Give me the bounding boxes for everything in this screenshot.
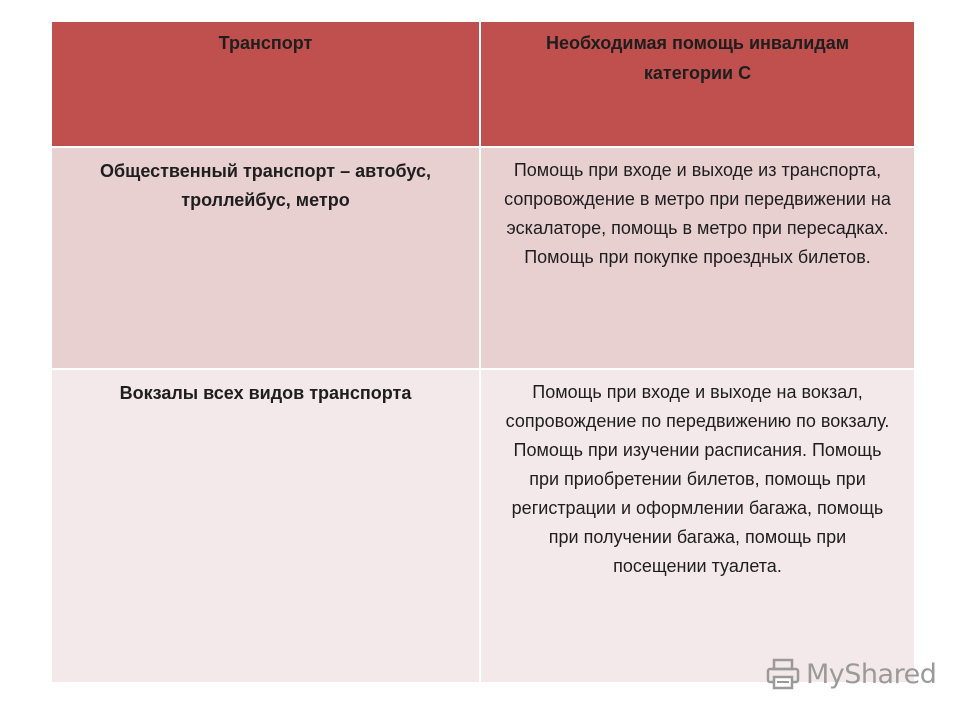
header-transport: Транспорт (52, 22, 479, 146)
row-public-transport-help: Помощь при входе и выходе из транспорта, сопровождение в метро при передвижении на эскалаторе, помощь в метро при пересадках. Помощь при покупке проездных билетов. (481, 148, 914, 368)
watermark-text: MyShared (806, 658, 937, 690)
printer-icon (766, 658, 800, 690)
row-public-transport-label: Общественный транспорт – автобус, троллейбус, метро (52, 148, 479, 368)
row-stations-label: Вокзалы всех видов транспорта (52, 370, 479, 682)
row-stations-help: Помощь при входе и выходе на вокзал, сопровождение по передвижению по вокзалу. Помощь при изучении расписания. Помощь при приобретении билетов, помощь при регистрации и оформлении багажа, помощь при получении багажа, помощь при посещении туалета. (481, 370, 914, 682)
header-help: Необходимая помощь инвалидам категории С (481, 22, 914, 146)
myshared-watermark (766, 656, 936, 692)
transport-help-table (52, 22, 914, 682)
